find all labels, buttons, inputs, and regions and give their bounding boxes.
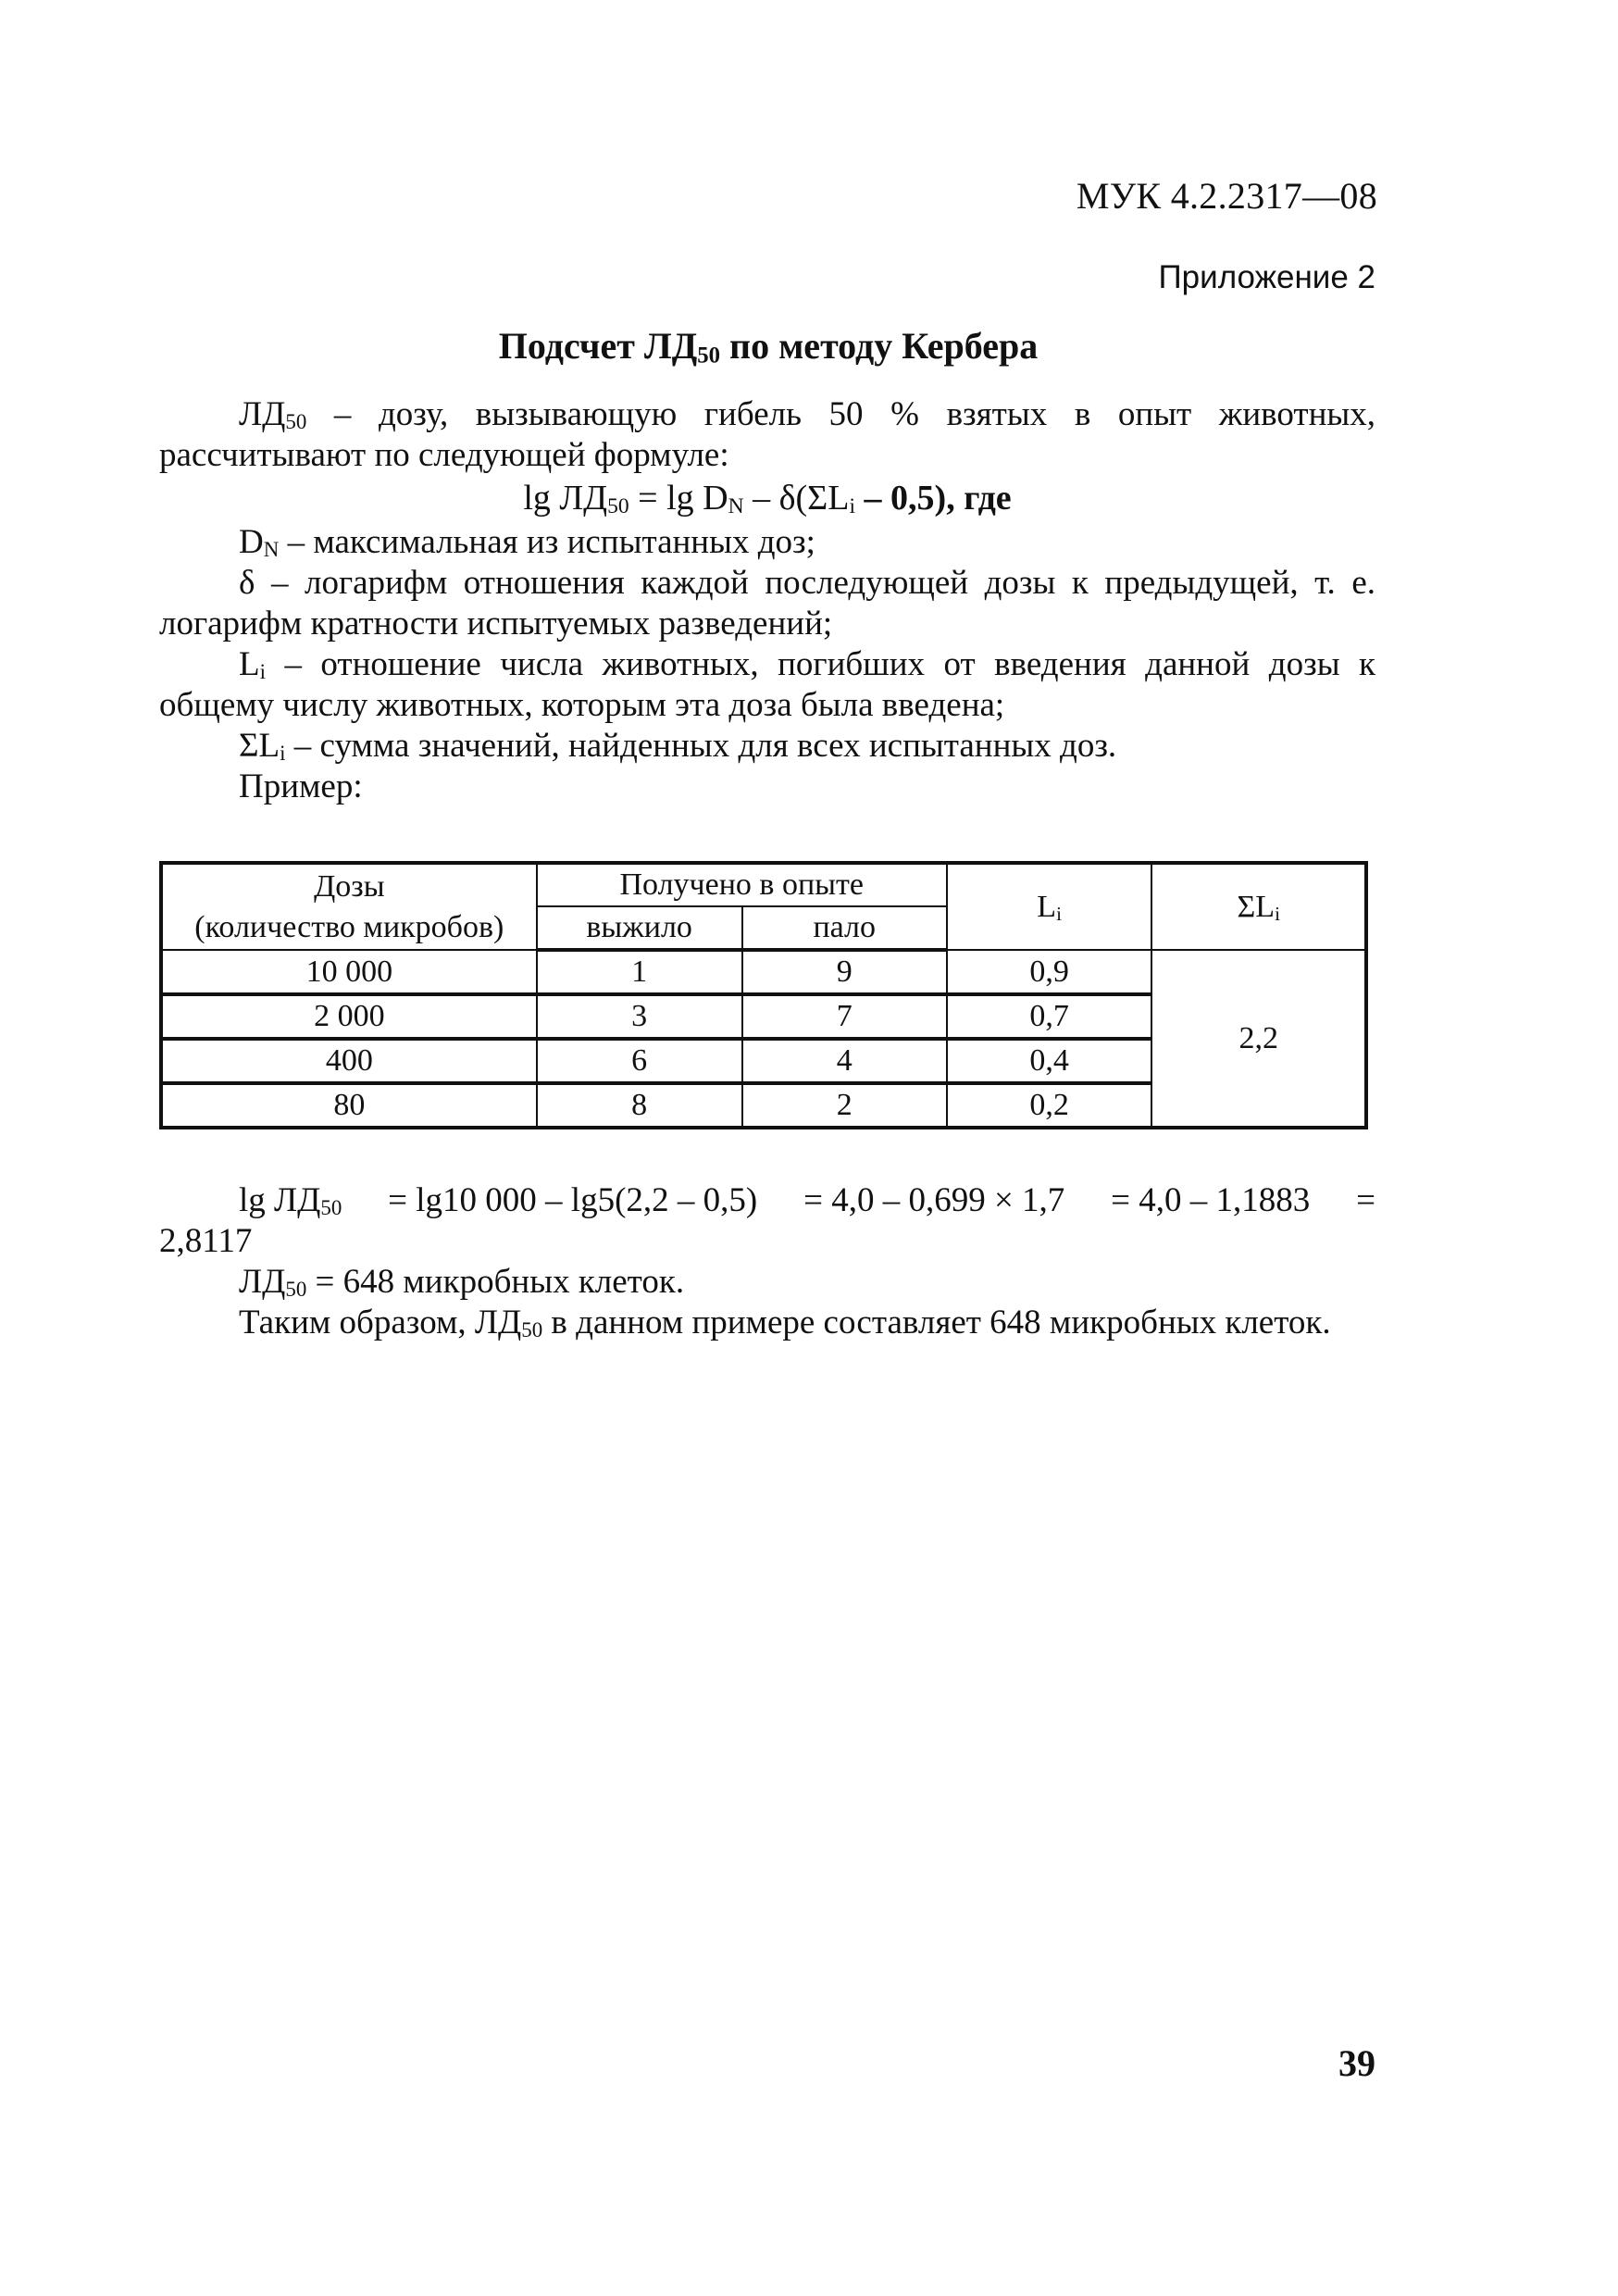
cell-dose: 2 000 <box>161 994 537 1039</box>
cell-survived: 1 <box>537 950 742 994</box>
table-header-row <box>161 863 1366 906</box>
example-label: Пример: <box>239 767 363 805</box>
formula-subscript: 50 <box>607 494 629 519</box>
header-dose-line1: Дозы <box>314 868 385 904</box>
dn-symbol: D <box>239 523 264 561</box>
example-table-wrapper <box>159 861 1368 1129</box>
title-subscript: 50 <box>697 343 721 368</box>
header-dose <box>161 863 537 950</box>
formula-where: где <box>954 479 1012 518</box>
ld-symbol: ЛД <box>239 1263 286 1301</box>
table-row <box>161 950 1366 994</box>
conclusion-pre: Таким образом, ЛД <box>239 1304 522 1341</box>
calc-lhs <box>239 1180 342 1221</box>
ld-text: = 648 микробных клеток. <box>306 1263 685 1301</box>
li-symbol: L <box>239 645 260 683</box>
header-survived: выжило <box>537 906 742 950</box>
cell-died: 4 <box>742 1039 947 1083</box>
cell-survived: 6 <box>537 1039 742 1083</box>
formula-part: = lg D <box>629 479 728 518</box>
title-pre: Подсчет ЛД <box>498 325 698 367</box>
header-sum-subscript: i <box>1275 902 1280 925</box>
calc-part: = <box>1356 1181 1375 1219</box>
ld-result <box>159 1262 1375 1303</box>
cell-dose: 10 000 <box>161 950 537 994</box>
formula-part: lg ЛД <box>523 479 608 518</box>
sum-symbol: ΣL <box>239 727 280 765</box>
calculation-result: 2,8117 <box>159 1222 253 1260</box>
cell-died: 9 <box>742 950 947 994</box>
cell-died: 7 <box>742 994 947 1039</box>
cell-died: 2 <box>742 1083 947 1128</box>
body-text <box>159 394 1375 807</box>
document-code: МУК 4.2.2317—08 <box>1076 175 1377 217</box>
intro-paragraph <box>159 394 1375 476</box>
conclusion <box>159 1303 1375 1343</box>
formula-subscript: N <box>728 494 744 519</box>
conclusion-post: в данном примере составляет 648 микробных клеток. <box>542 1304 1331 1341</box>
title-post: по методу Кербера <box>720 325 1039 367</box>
calculation-block <box>159 1180 1375 1343</box>
sum-subscript: i <box>280 742 286 766</box>
calc-part: = 4,0 – 0,699 × 1,7 <box>803 1181 1065 1219</box>
li-text: – отношение числа животных, погибших от введения данной дозы к общему числу животных, которым эта доза была введена; <box>159 645 1375 724</box>
formula-part: – 0,5), <box>855 479 955 518</box>
cell-survived: 3 <box>537 994 742 1039</box>
calc-part: = 4,0 – 1,1883 <box>1111 1181 1311 1219</box>
calculation-line <box>159 1180 1375 1221</box>
header-dose-line2: (количество микробов) <box>194 909 504 944</box>
ld-subscript: 50 <box>285 1278 307 1302</box>
intro-ld: ЛД <box>239 395 286 433</box>
header-sum-li <box>1151 863 1366 950</box>
li-subscript: i <box>259 660 266 684</box>
example-table <box>159 861 1368 1129</box>
main-formula <box>159 478 1375 518</box>
cell-survived: 8 <box>537 1083 742 1128</box>
cell-li: 0,4 <box>947 1039 1152 1083</box>
dn-text: – максимальная из испытанных доз; <box>279 523 815 561</box>
cell-li: 0,9 <box>947 950 1152 994</box>
definition-delta: δ – логарифм отношения каждой последующей дозы к предыдущей, т. е. логарифм кратности испытуемых разведений; <box>159 564 1375 643</box>
conclusion-subscript: 50 <box>521 1318 543 1342</box>
header-sum-symbol: ΣL <box>1237 889 1276 924</box>
header-died: пало <box>742 906 947 950</box>
cell-li: 0,7 <box>947 994 1152 1039</box>
formula-part: – δ(ΣL <box>743 479 850 518</box>
header-li <box>947 863 1152 950</box>
cell-sum-li: 2,2 <box>1151 950 1366 1128</box>
header-li-symbol: L <box>1037 889 1057 924</box>
formula-subscript: i <box>849 494 856 519</box>
calc-part: = lg10 000 – lg5(2,2 – 0,5) <box>388 1181 758 1219</box>
header-obtained: Получено в опыте <box>537 863 947 906</box>
dn-subscript: N <box>263 538 280 562</box>
sum-text: – сумма значений, найденных для всех испытанных доз. <box>285 727 1117 765</box>
definition-sum <box>159 726 1375 767</box>
definition-dn <box>159 522 1375 563</box>
header-li-subscript: i <box>1056 902 1062 925</box>
intro-text: – дозу, вызывающую гибель 50 % взятых в опыт животных, рассчитывают по следующей формуле: <box>159 395 1375 474</box>
page-title <box>0 324 1537 368</box>
calc-ld-subscript: 50 <box>320 1196 342 1220</box>
definition-li <box>159 644 1375 726</box>
cell-dose: 400 <box>161 1039 537 1083</box>
calc-ld: lg ЛД <box>239 1181 321 1219</box>
cell-li: 0,2 <box>947 1083 1152 1128</box>
appendix-label: Приложение 2 <box>1158 259 1375 295</box>
intro-ld-subscript: 50 <box>285 410 307 434</box>
cell-dose: 80 <box>161 1083 537 1128</box>
page-number: 39 <box>1338 2042 1375 2084</box>
